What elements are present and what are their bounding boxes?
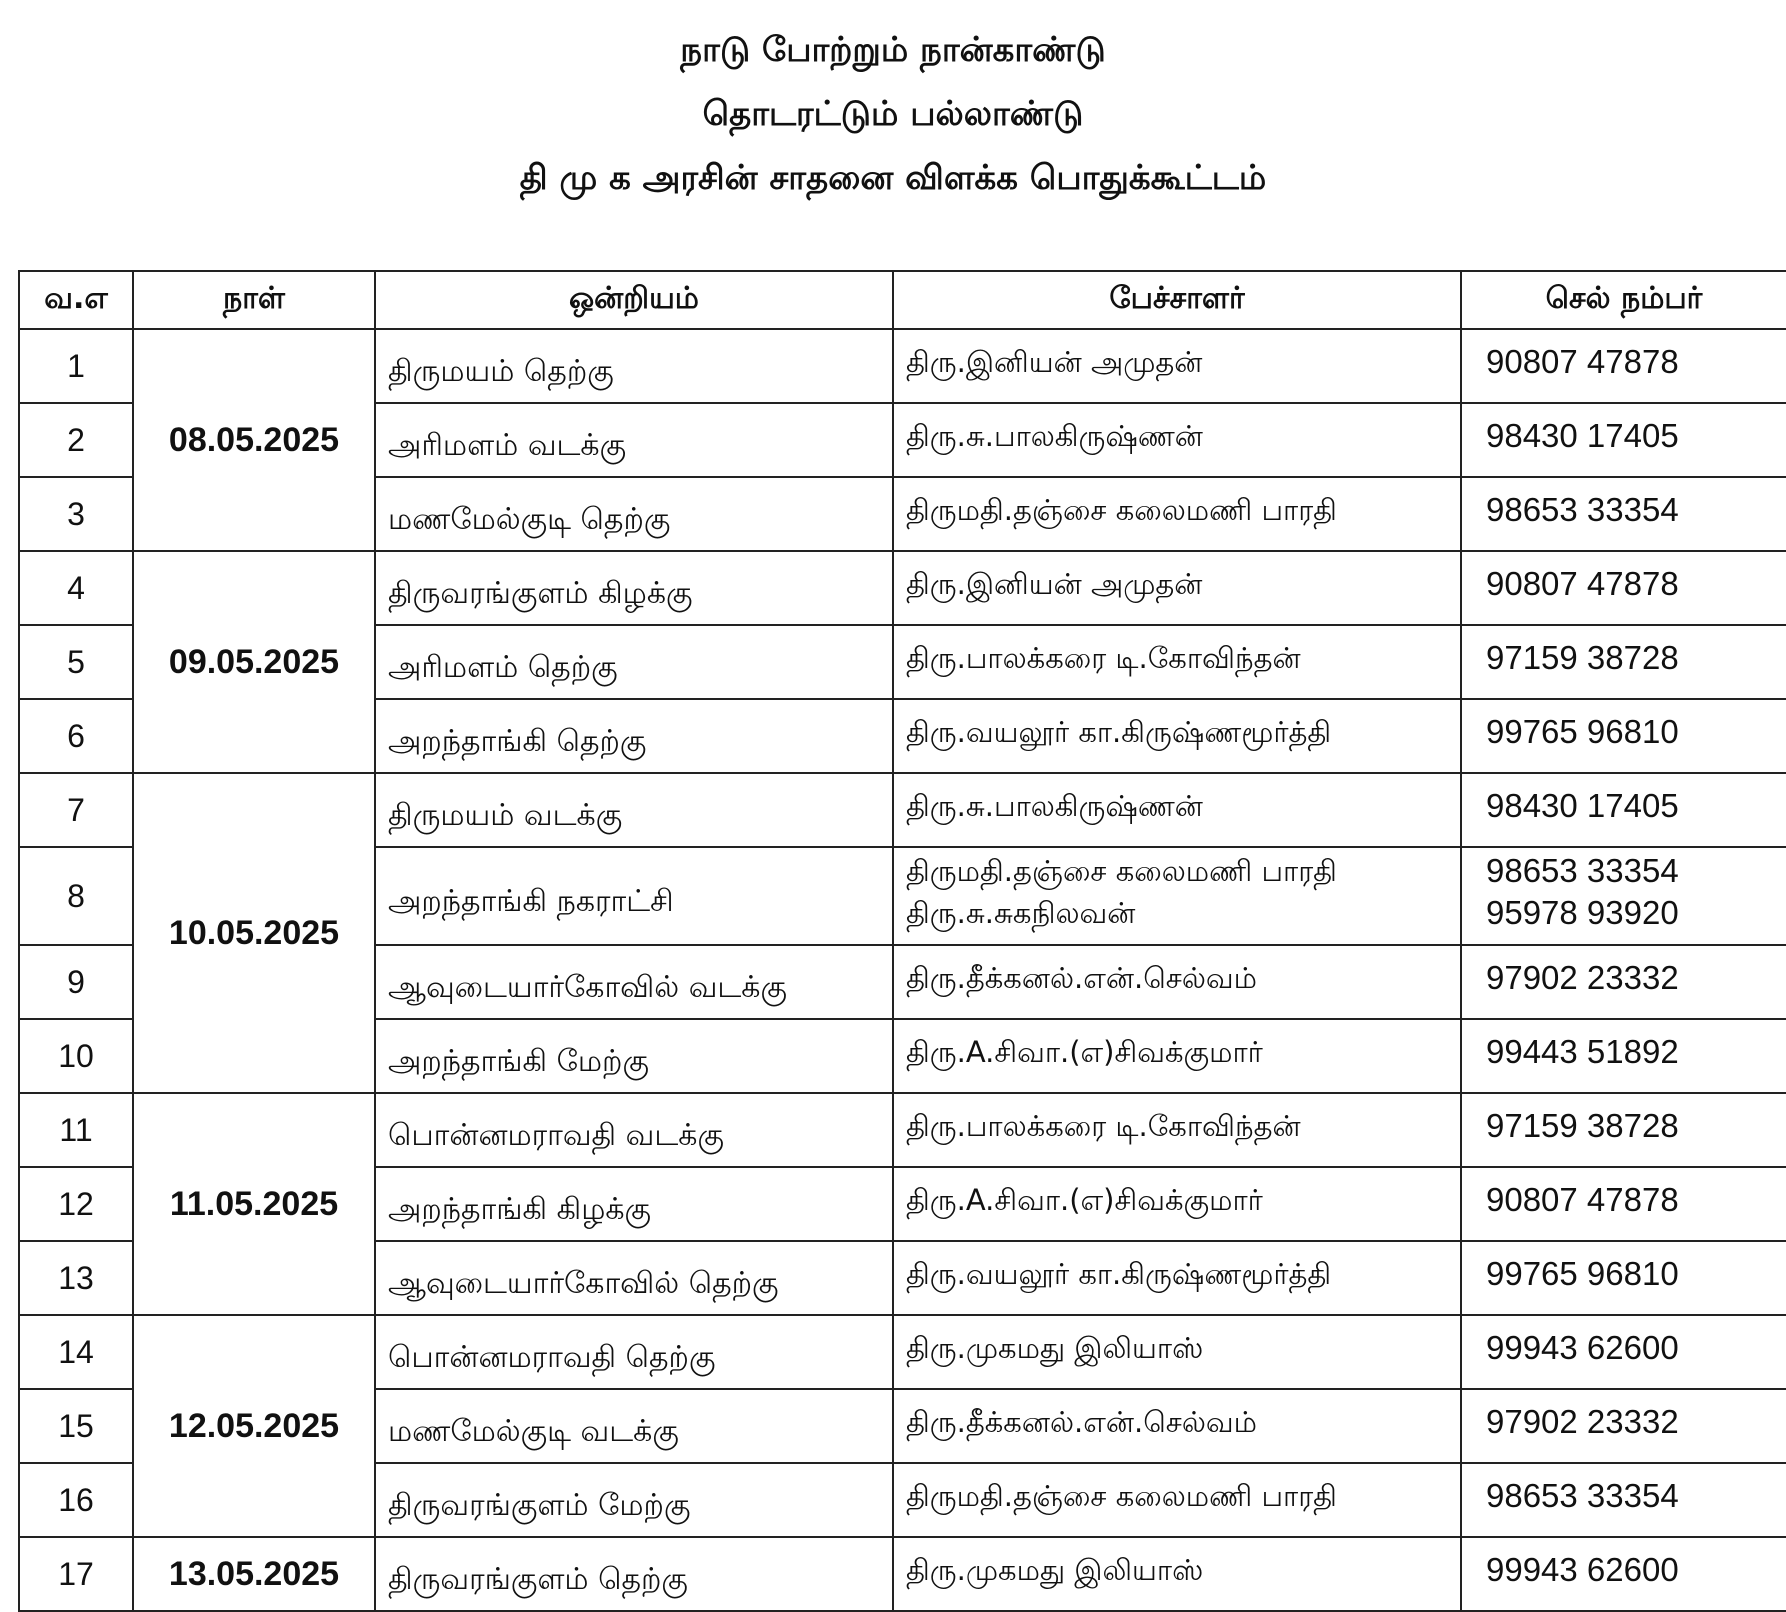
cell-date: 10.05.2025 [133,773,375,1093]
cell-union: ஆவுடையார்கோவில் தெற்கு [375,1241,893,1315]
cell-phone [1461,1019,1786,1093]
document-title-block [0,18,1786,210]
cell-union: அரிமளம் தெற்கு [375,625,893,699]
phone-number: 97159 38728 [1486,1107,1679,1144]
phone-number: 97159 38728 [1486,639,1679,676]
cell-phone [1461,1315,1786,1389]
header-speaker: பேச்சாளர் [893,271,1461,329]
speaker-name: திரு.வயலூர் கா.கிருஷ்ணமூர்த்தி [906,1257,1332,1291]
phone-number: 90807 47878 [1486,565,1679,602]
phone-number: 90807 47878 [1486,343,1679,380]
cell-date: 09.05.2025 [133,551,375,773]
cell-date: 13.05.2025 [133,1537,375,1611]
cell-union: மணமேல்குடி தெற்கு [375,477,893,551]
phone-number: 99943 62600 [1486,1551,1679,1588]
cell-date: 08.05.2025 [133,329,375,551]
cell-phone [1461,1537,1786,1611]
cell-speaker [893,1315,1461,1389]
schedule-table [18,270,1786,1612]
cell-sno: 15 [19,1389,133,1463]
cell-sno: 12 [19,1167,133,1241]
cell-sno: 16 [19,1463,133,1537]
cell-sno: 5 [19,625,133,699]
cell-union: அறந்தாங்கி மேற்கு [375,1019,893,1093]
cell-speaker [893,1167,1461,1241]
cell-phone [1461,551,1786,625]
cell-sno: 7 [19,773,133,847]
cell-sno: 1 [19,329,133,403]
cell-sno: 10 [19,1019,133,1093]
table-row [19,773,1786,847]
phone-number: 90807 47878 [1486,1181,1679,1218]
speaker-name: திரு.பாலக்கரை டி.கோவிந்தன் [906,1109,1301,1143]
speaker-name: திருமதி.தஞ்சை கலைமணி பாரதி [906,493,1337,527]
cell-phone [1461,1167,1786,1241]
speaker-name: திரு.முகமது இலியாஸ் [906,1331,1204,1365]
cell-phone [1461,1241,1786,1315]
cell-phone [1461,625,1786,699]
cell-union: அறந்தாங்கி நகராட்சி [375,847,893,945]
cell-speaker [893,699,1461,773]
title-line-1: நாடு போற்றும் நான்காண்டு [680,30,1106,70]
cell-speaker [893,1019,1461,1093]
speaker-name: திரு.A.சிவா.(எ)சிவக்குமார் [906,1183,1263,1217]
header-union: ஒன்றியம் [375,271,893,329]
table-row [19,551,1786,625]
title-line-2: தொடரட்டும் பல்லாண்டு [702,94,1084,134]
phone-number: 98653 33354 [1486,491,1679,528]
cell-phone [1461,847,1786,945]
speaker-name: திரு.தீக்கனல்.என்.செல்வம் [906,1405,1258,1439]
cell-union: மணமேல்குடி வடக்கு [375,1389,893,1463]
cell-phone [1461,699,1786,773]
cell-phone [1461,403,1786,477]
cell-phone [1461,477,1786,551]
cell-sno: 17 [19,1537,133,1611]
cell-phone [1461,1389,1786,1463]
phone-number: 98653 33354 [1486,852,1679,889]
phone-number: 97902 23332 [1486,1403,1679,1440]
cell-union: பொன்னமராவதி வடக்கு [375,1093,893,1167]
cell-phone [1461,773,1786,847]
speaker-name: திரு.தீக்கனல்.என்.செல்வம் [906,961,1258,995]
cell-phone [1461,329,1786,403]
cell-sno: 4 [19,551,133,625]
cell-union: திருவரங்குளம் மேற்கு [375,1463,893,1537]
cell-sno: 8 [19,847,133,945]
cell-phone [1461,1093,1786,1167]
cell-sno: 13 [19,1241,133,1315]
phone-number: 98653 33354 [1486,1477,1679,1514]
cell-speaker [893,1389,1461,1463]
phone-number: 98430 17405 [1486,417,1679,454]
cell-speaker [893,1241,1461,1315]
speaker-name: திரு.பாலக்கரை டி.கோவிந்தன் [906,641,1301,675]
speaker-name: திரு.இனியன் அமுதன் [906,567,1203,601]
speaker-name: திரு.சு.பாலகிருஷ்ணன் [906,419,1203,453]
header-date: நாள் [133,271,375,329]
cell-sno: 6 [19,699,133,773]
cell-phone [1461,945,1786,1019]
table-row [19,1315,1786,1389]
cell-speaker [893,847,1461,945]
speaker-name: திருமதி.தஞ்சை கலைமணி பாரதி [906,854,1337,888]
header-sno: வ.எ [19,271,133,329]
cell-union: அரிமளம் வடக்கு [375,403,893,477]
cell-union: திருவரங்குளம் கிழக்கு [375,551,893,625]
cell-union: ஆவுடையார்கோவில் வடக்கு [375,945,893,1019]
speaker-name: திரு.முகமது இலியாஸ் [906,1553,1204,1587]
cell-union: திருமயம் தெற்கு [375,329,893,403]
speaker-name: திரு.சு.சுகநிலவன் [906,896,1136,930]
cell-union: அறந்தாங்கி கிழக்கு [375,1167,893,1241]
table-body [19,329,1786,1611]
cell-union: திருவரங்குளம் தெற்கு [375,1537,893,1611]
cell-speaker [893,1463,1461,1537]
cell-speaker [893,551,1461,625]
cell-union: அறந்தாங்கி தெற்கு [375,699,893,773]
phone-number: 97902 23332 [1486,959,1679,996]
phone-number: 99943 62600 [1486,1329,1679,1366]
title-line-3: தி மு க அரசின் சாதனை விளக்க பொதுக்கூட்டம் [519,158,1267,198]
cell-speaker [893,773,1461,847]
phone-number: 98430 17405 [1486,787,1679,824]
cell-speaker [893,329,1461,403]
cell-speaker [893,1537,1461,1611]
cell-sno: 2 [19,403,133,477]
speaker-name: திரு.A.சிவா.(எ)சிவக்குமார் [906,1035,1263,1069]
speaker-name: திரு.சு.பாலகிருஷ்ணன் [906,789,1203,823]
speaker-name: திரு.இனியன் அமுதன் [906,345,1203,379]
phone-number: 99765 96810 [1486,1255,1679,1292]
cell-speaker [893,477,1461,551]
cell-union: பொன்னமராவதி தெற்கு [375,1315,893,1389]
cell-sno: 11 [19,1093,133,1167]
speaker-name: திருமதி.தஞ்சை கலைமணி பாரதி [906,1479,1337,1513]
cell-phone [1461,1463,1786,1537]
speaker-name: திரு.வயலூர் கா.கிருஷ்ணமூர்த்தி [906,715,1332,749]
header-phone: செல் நம்பர் [1461,271,1786,329]
phone-number: 99443 51892 [1486,1033,1679,1070]
cell-speaker [893,1093,1461,1167]
phone-number: 99765 96810 [1486,713,1679,750]
cell-speaker [893,625,1461,699]
cell-date: 12.05.2025 [133,1315,375,1537]
cell-date: 11.05.2025 [133,1093,375,1315]
cell-union: திருமயம் வடக்கு [375,773,893,847]
table-header-row [19,271,1786,329]
cell-speaker [893,403,1461,477]
table-row [19,329,1786,403]
cell-sno: 9 [19,945,133,1019]
cell-speaker [893,945,1461,1019]
cell-sno: 14 [19,1315,133,1389]
cell-sno: 3 [19,477,133,551]
table-row [19,1093,1786,1167]
phone-number: 95978 93920 [1486,894,1679,931]
table-row [19,1537,1786,1611]
